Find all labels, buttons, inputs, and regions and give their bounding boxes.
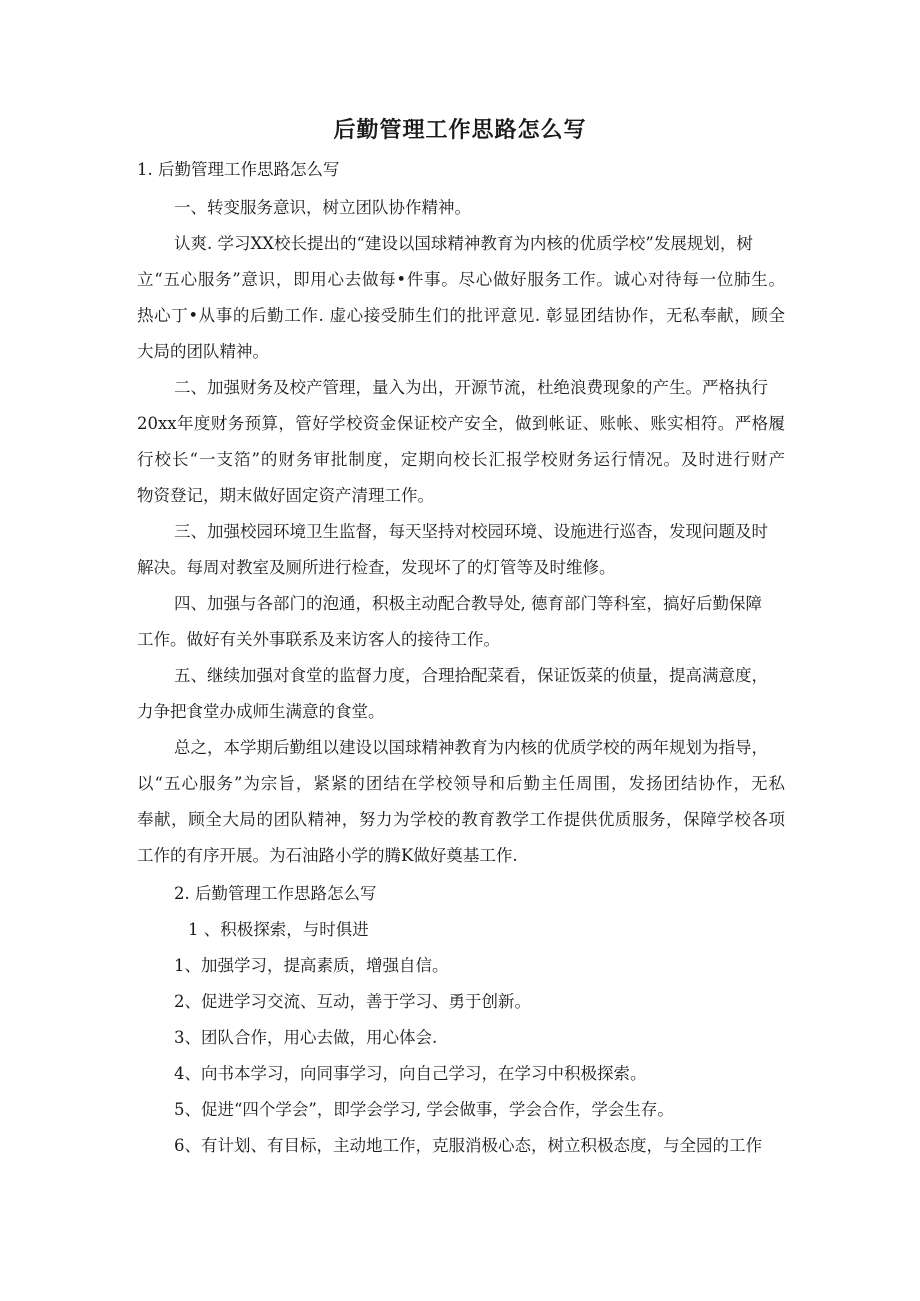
paragraph-line: 奉献，顾全大局的团队精神，努力为学校的教育教学工作提供优质服务，保障学校各项 (137, 810, 785, 829)
list-item: 2、促进学习交流、互动，善于学习、勇于创新。 (174, 992, 531, 1011)
paragraph-line: 认爽. 学习XX校长提出的“建设以国球精神教育为内核的优质学校”发展规划，树 (174, 234, 753, 253)
list-item: 4、向书本学习，向同事学习，向自己学习，在学习中积极探索。 (174, 1064, 647, 1083)
paragraph-line: 工作。做好有关外事联系及来访客人的接待工作。 (137, 630, 500, 649)
paragraph-line: 总之，本学期后勤组以建设以国球精神教育为内核的优质学校的两年规划为指导， (174, 738, 768, 757)
list-item: 1、加强学习，提高素质，增强自信。 (174, 956, 449, 975)
paragraph-line: 行校长“一支箔”的财务审批制度，定期向校长汇报学校财务运行情况。及时进行财产 (137, 450, 785, 469)
list-item: 3、团队合作，用心去做，用心体会. (174, 1028, 438, 1047)
paragraph-line: 立“五心服务”意识，即用心去做每•件事。尽心做好服务工作。诚心对待每一位肺生。 (137, 270, 785, 289)
document-title: 后勤管理工作思路怎么写 (333, 118, 587, 143)
paragraph-line: 三、加强校园环境卫生监督，每天坚持对校园环境、设施进行巡杳，发现问题及时 (174, 522, 768, 541)
paragraph-line: 解决。每周对教室及厕所进行检查，发现坏了的灯管等及时维修。 (137, 558, 616, 577)
item-1-heading: 一、转变服务意识，树立团队协作精神。 (174, 198, 471, 217)
paragraph-line: 热心丁•从事的后勤工作. 虚心接受肺生们的批评意见. 彰显团结协作，无私奉献，顾全 (137, 306, 785, 325)
section-1-heading: 1. 后勤管理工作思路怎么写 (137, 160, 340, 179)
paragraph-line: 以“五心服务”为宗旨，紧紧的团结在学校领导和后勤主任周围，发扬团结协作，无私 (137, 774, 785, 793)
paragraph-line: 四、加强与各部门的泡通，积极主动配合教导处, 德育部门等科室，搞好后勤保障 (174, 594, 762, 613)
paragraph-line: 大局的团队精神。 (137, 342, 269, 361)
paragraph-line: 物资登记，期末做好固定资产清理工作。 (137, 486, 434, 505)
paragraph-line: 力争把食堂办成师生满意的食堂。 (137, 702, 385, 721)
section-2-heading: 2. 后勤管理工作思路怎么写 (174, 884, 377, 903)
section-2-subheading: 1 、积极探索，与时俱进 (188, 920, 369, 939)
paragraph-line: 工作的有序开展。为石油路小学的腾K做好奠基工作. (137, 846, 518, 865)
paragraph-line: 二、加强财务及校产管理，量入为出，开源节流，杜绝浪费现象的产生。严格执行 (174, 378, 768, 397)
list-item: 6、有计划、有目标，主动地工作，克服消极心态，树立积极态度，与全园的工作 (174, 1136, 762, 1155)
list-item: 5、促进“四个学会”，即学会学习, 学会做事，学会合作，学会生存。 (174, 1100, 674, 1119)
paragraph-line: 五、继续加强对食堂的监督力度，合理拾配菜看，保证饭菜的侦量，提高满意度， (174, 666, 768, 685)
paragraph-line: 20xx年度财务预算，管好学校资金保证校产安全，做到帐证、账帐、账实相符。严格履 (137, 414, 785, 433)
